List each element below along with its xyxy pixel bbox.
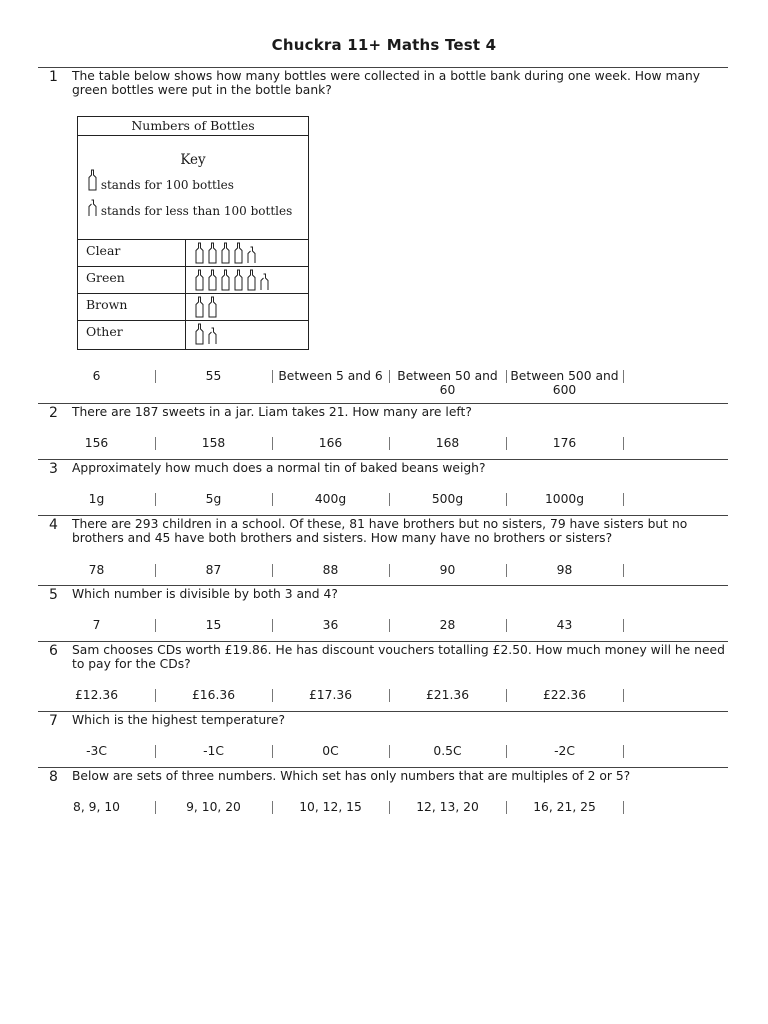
question-text: There are 293 children in a school. Of these, 81 have brothers but no sisters, 79 have sisters but no brothers and 45 have both brothers and sisters. How many have no brothers or sisters? [72, 517, 688, 545]
answer-option[interactable]: 156 [84, 436, 109, 450]
answer-option[interactable]: Between 50 and 60 [397, 369, 498, 397]
answer-option[interactable]: 7 [92, 618, 101, 632]
answer-separator [623, 564, 624, 577]
answer-option[interactable]: Between 500 and 600 [510, 369, 619, 397]
bottle-pictogram-table [77, 116, 309, 350]
question-text: Which is the highest temperature? [72, 713, 285, 727]
pictogram-key-title: Key [180, 152, 206, 168]
partial-bottle-icon [258, 273, 271, 291]
answer-option[interactable]: 28 [439, 618, 456, 632]
answer-option[interactable]: 87 [205, 563, 222, 577]
page-title: Chuckra 11+ Maths Test 4 [271, 36, 497, 54]
question-number: 3 [49, 461, 58, 477]
full-bottle-icon [232, 242, 245, 264]
answer-option[interactable]: £12.36 [74, 688, 119, 702]
full-bottle-icon [206, 269, 219, 291]
question-divider [38, 767, 728, 768]
answer-option[interactable]: 166 [318, 436, 343, 450]
question-text: Approximately how much does a normal tin of baked beans weigh? [72, 461, 486, 475]
question-divider [38, 515, 728, 516]
answer-option[interactable]: 8, 9, 10 [73, 800, 120, 814]
question-text: Which number is divisible by both 3 and 4? [72, 587, 338, 601]
question-divider [38, 641, 728, 642]
answer-option[interactable]: 90 [439, 563, 456, 577]
row-label: Clear [86, 243, 121, 258]
answer-option[interactable]: 1g [88, 492, 105, 506]
answer-option[interactable]: 158 [201, 436, 226, 450]
full-bottle-icon [219, 269, 232, 291]
answer-option[interactable]: -1C [203, 744, 224, 758]
answer-option[interactable]: 55 [205, 369, 222, 383]
answer-option[interactable]: £16.36 [191, 688, 236, 702]
answer-option[interactable]: 500g [431, 492, 464, 506]
question-text: There are 187 sweets in a jar. Liam takes 21. How many are left? [72, 405, 472, 419]
answer-option[interactable]: 6 [92, 369, 101, 383]
question-number: 1 [49, 69, 58, 85]
bottle-group [193, 323, 219, 345]
full-bottle-icon [193, 323, 206, 345]
question-divider [38, 459, 728, 460]
full-bottle-icon [88, 169, 97, 191]
full-bottle-icon [245, 269, 258, 291]
partial-bottle-icon [88, 199, 97, 217]
answer-option[interactable]: 16, 21, 25 [533, 800, 596, 814]
answer-option[interactable]: 168 [435, 436, 460, 450]
full-bottle-icon [193, 269, 206, 291]
answer-option[interactable]: £17.36 [308, 688, 353, 702]
key-full-text: stands for 100 bottles [100, 178, 234, 192]
pictogram-row-other [78, 320, 308, 350]
full-bottle-icon [232, 269, 245, 291]
question-divider [38, 711, 728, 712]
pictogram-column-divider [185, 239, 186, 349]
question-number: 7 [49, 713, 58, 729]
question-number: 8 [49, 769, 58, 785]
answer-option[interactable]: 15 [205, 618, 222, 632]
answer-option[interactable]: Between 5 and 6 [278, 369, 383, 383]
question-divider [38, 585, 728, 586]
answer-option[interactable]: 1000g [544, 492, 585, 506]
full-bottle-icon [193, 242, 206, 264]
answer-option[interactable]: 36 [322, 618, 339, 632]
answer-separator [623, 493, 624, 506]
question-number: 5 [49, 587, 58, 603]
answer-option[interactable]: 0C [322, 744, 339, 758]
bottle-group [193, 269, 271, 291]
row-label: Green [86, 270, 125, 285]
key-full-bottle-line [88, 169, 234, 191]
answer-option[interactable]: 0.5C [433, 744, 462, 758]
answer-separator [623, 745, 624, 758]
key-partial-text: stands for less than 100 bottles [100, 204, 293, 218]
answer-option[interactable]: -3C [86, 744, 107, 758]
full-bottle-icon [206, 296, 219, 318]
pictogram-row-clear [78, 239, 308, 267]
question-text: Sam chooses CDs worth £19.86. He has discount vouchers totalling £2.50. How much money will he need to pay for the CDs? [72, 643, 725, 671]
question-divider [38, 67, 728, 68]
answer-row [38, 369, 638, 399]
partial-bottle-icon [206, 327, 219, 345]
question-number: 6 [49, 643, 58, 659]
pictogram-heading: Numbers of Bottles [78, 117, 308, 136]
row-label: Brown [86, 297, 128, 312]
answer-option[interactable]: 176 [552, 436, 577, 450]
question-divider [38, 403, 728, 404]
full-bottle-icon [206, 242, 219, 264]
answer-option[interactable]: 12, 13, 20 [416, 800, 479, 814]
answer-option[interactable]: 88 [322, 563, 339, 577]
answer-option[interactable]: -2C [554, 744, 575, 758]
answer-option[interactable]: 5g [205, 492, 222, 506]
answer-option[interactable]: 9, 10, 20 [186, 800, 241, 814]
answer-separator [623, 689, 624, 702]
key-partial-bottle-line [88, 199, 292, 217]
answer-option[interactable]: £21.36 [425, 688, 470, 702]
answer-option[interactable]: 78 [88, 563, 105, 577]
full-bottle-icon [193, 296, 206, 318]
question-text: The table below shows how many bottles were collected in a bottle bank during one week. How many green bottles were put in the bottle bank? [72, 69, 701, 97]
answer-option[interactable]: 98 [556, 563, 573, 577]
bottle-group [193, 242, 258, 264]
answer-row [38, 800, 638, 830]
full-bottle-icon [219, 242, 232, 264]
pictogram-row-green [78, 266, 308, 294]
answer-separator [623, 801, 624, 814]
answer-option[interactable]: £22.36 [542, 688, 587, 702]
row-label: Other [86, 324, 123, 339]
question-number: 4 [49, 517, 58, 533]
answer-separator [623, 619, 624, 632]
answer-separator [623, 370, 624, 383]
partial-bottle-icon [245, 246, 258, 264]
answer-option[interactable]: 10, 12, 15 [299, 800, 362, 814]
question-text: Below are sets of three numbers. Which set has only numbers that are multiples of 2 or 5? [72, 769, 631, 783]
answer-option[interactable]: 43 [556, 618, 573, 632]
answer-option[interactable]: 400g [314, 492, 347, 506]
question-number: 2 [49, 405, 58, 421]
bottle-group [193, 296, 219, 318]
answer-separator [623, 437, 624, 450]
pictogram-row-brown [78, 293, 308, 321]
